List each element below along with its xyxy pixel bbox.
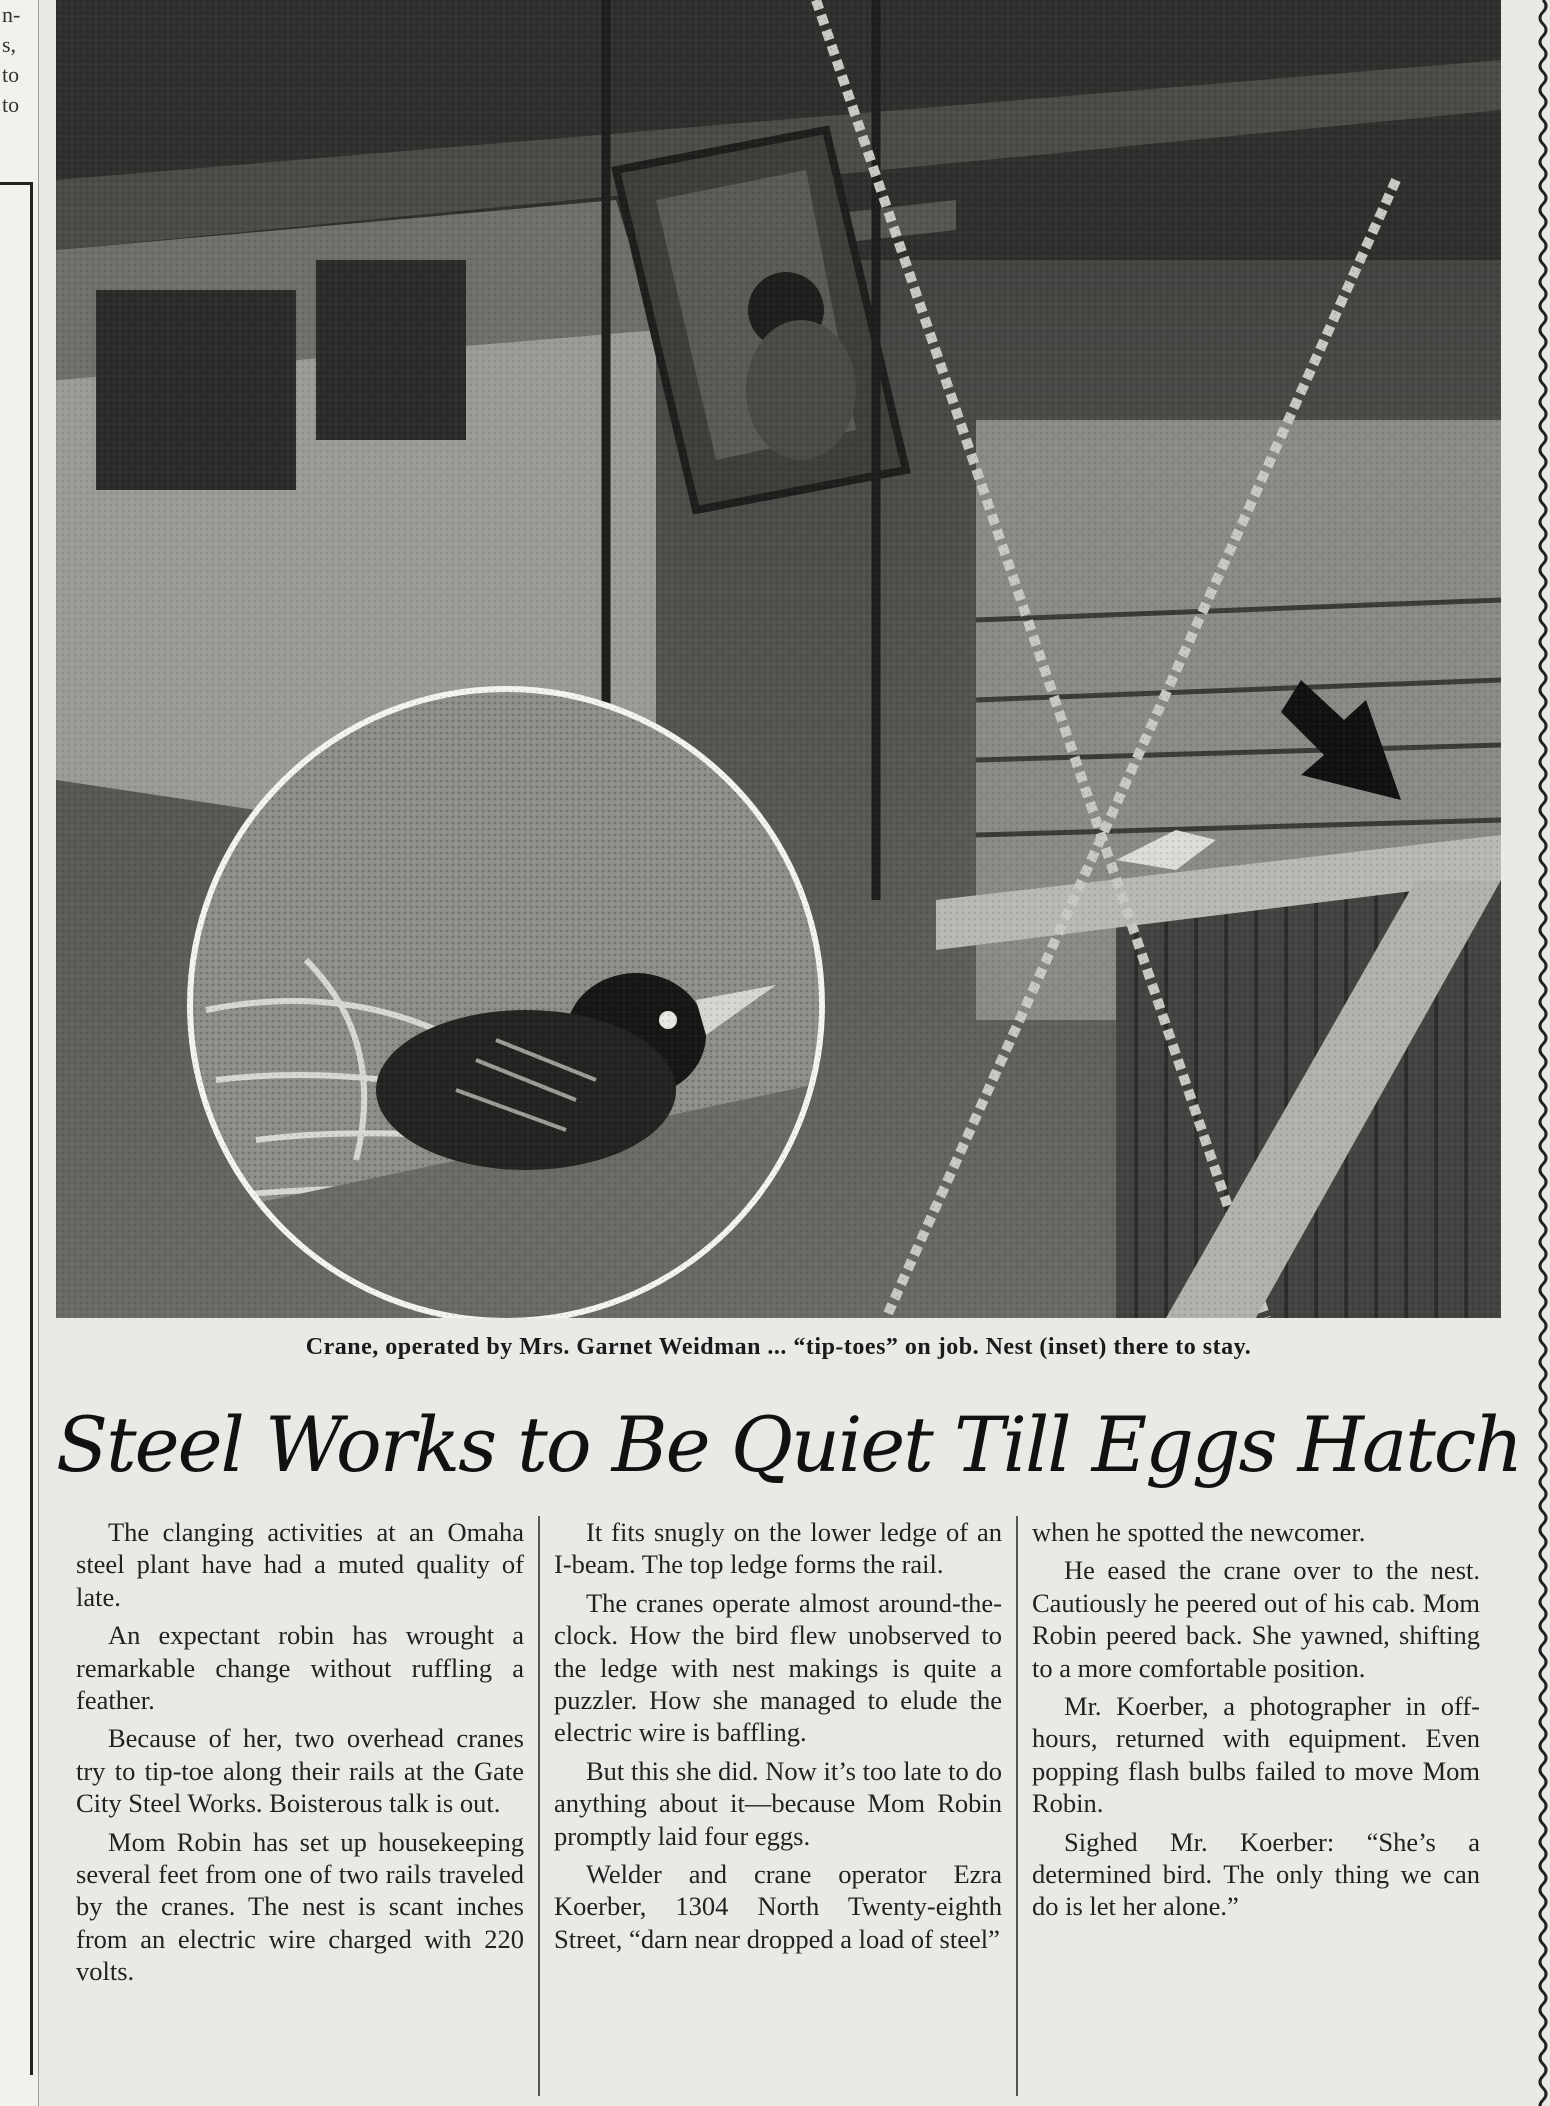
article-column-2: [538, 1516, 1016, 2096]
paragraph: An expectant robin has wrought a remarkable change without ruffling a feather.: [76, 1620, 524, 1716]
paragraph: He eased the crane over to the nest. Cautiously he peered out of his cab. Mom Robin peered back. She yawned, shifting to a more comfortable position.: [1032, 1555, 1480, 1683]
paragraph: It fits snugly on the lower ledge of an I-beam. The top ledge forms the rail.: [554, 1517, 1002, 1580]
headline: Steel Works to Be Quiet Till Eggs Hatch: [56, 1400, 1522, 1489]
paragraph: Because of her, two overhead cranes try to tip-toe along their rails at the Gate City Steel Works. Boisterous talk is out.: [76, 1723, 524, 1819]
column-rule: [0, 182, 33, 2075]
paragraph: The clanging activities at an Omaha steel plant have had a muted quality of late.: [76, 1517, 524, 1612]
paragraph: Mr. Koerber, a photographer in off-hours, returned with equipment. Even popping flash bulbs failed to move Mom Robin.: [1032, 1691, 1480, 1819]
paragraph: Mom Robin has set up housekeeping several feet from one of two rails traveled by the cranes. The nest is scant inches from an electric wire charged with 220 volts.: [76, 1826, 524, 1987]
paragraph: when he spotted the newcomer.: [1032, 1517, 1366, 1547]
fragment-line: n-: [2, 2, 21, 27]
article-column-3: [1016, 1516, 1494, 2096]
photo-caption: Crane, operated by Mrs. Garnet Weidman ... “tip-toes” on job. Nest (inset) there to stay.: [305, 1334, 1252, 1360]
paragraph: But this she did. Now it’s too late to do anything about it—because Mom Robin promptly laid four eggs.: [554, 1755, 1002, 1851]
article-column-1: [62, 1516, 538, 2096]
paragraph: Welder and crane operator Ezra Koerber, 1304 North Twenty-eighth Street, “darn near dropped a load of steel”: [554, 1859, 1002, 1954]
fragment-line: to: [2, 92, 20, 117]
fragment-line: to: [2, 62, 20, 87]
fragment-line: s,: [2, 32, 17, 57]
article-body: [62, 1516, 1494, 2096]
paragraph: Sighed Mr. Koerber: “She’s a determined bird. The only thing we can do is let her alone.”: [1032, 1826, 1480, 1922]
adjacent-column-fragment: [0, 0, 39, 2106]
torn-edge: [1536, 0, 1550, 2106]
paragraph: The cranes operate almost around-the-clock. How the bird flew unobserved to the ledge with nest makings is quite a puzzler. How she managed to elude the electric wire is baffling.: [554, 1587, 1002, 1748]
news-photo: [56, 0, 1501, 1318]
